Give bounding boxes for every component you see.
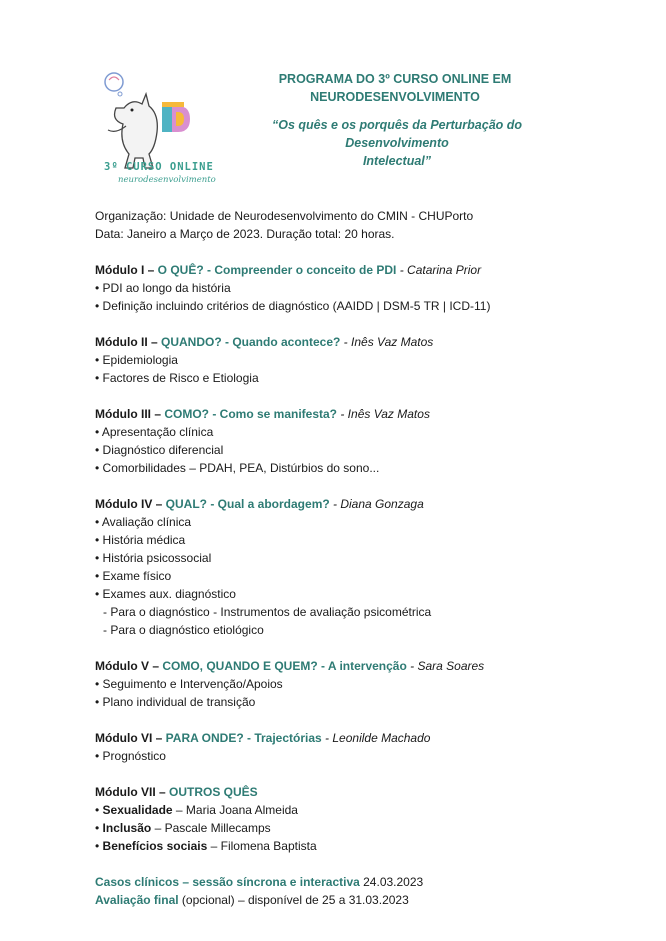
sub-list-item: - Para o diagnóstico - Instrumentos de avaliação psicométrica xyxy=(103,605,432,619)
list-item: • Sexualidade – Maria Joana Almeida xyxy=(95,803,298,817)
module-4-heading: Módulo IV – QUAL? - Qual a abordagem? - Diana Gonzaga xyxy=(95,497,424,511)
list-item: • Apresentação clínica xyxy=(95,425,214,439)
list-item: • Plano individual de transição xyxy=(95,695,256,709)
title-line1: PROGRAMA DO 3º CURSO ONLINE EM xyxy=(278,72,512,86)
clinical-cases-line: Casos clínicos – sessão síncrona e interactiva 24.03.2023 xyxy=(95,875,424,889)
module-2-heading: Módulo II – QUANDO? - Quando acontece? - Inês Vaz Matos xyxy=(95,335,434,349)
list-item: • Factores de Risco e Etiologia xyxy=(95,371,259,385)
list-item: • História psicossocial xyxy=(95,551,212,565)
date-line: Data: Janeiro a Março de 2023. Duração total: 20 horas. xyxy=(95,227,395,241)
module-7-heading: Módulo VII – OUTROS QUÊS xyxy=(95,785,258,799)
kangaroo-logo-icon xyxy=(96,68,226,188)
list-item: • Definição incluindo critérios de diagnóstico (AAIDD | DSM-5 TR | ICD-11) xyxy=(95,299,491,313)
list-item: • Seguimento e Intervenção/Apoios xyxy=(95,677,283,691)
list-item: • História médica xyxy=(95,533,186,547)
program-title xyxy=(230,70,560,106)
list-item: • Diagnóstico diferencial xyxy=(95,443,224,457)
program-content xyxy=(95,207,615,909)
list-item: • Exames aux. diagnóstico xyxy=(95,587,236,601)
final-evaluation-line: Avaliação final (opcional) – disponível de 25 a 31.03.2023 xyxy=(95,893,409,907)
subtitle-line2: Intelectual” xyxy=(362,154,432,168)
logo-line2: neurodesenvolvimento xyxy=(118,175,216,185)
logo-line1: 3º CURSO ONLINE xyxy=(104,161,214,173)
list-item: • Prognóstico xyxy=(95,749,166,763)
course-logo xyxy=(96,68,226,188)
list-item: • Avaliação clínica xyxy=(95,515,192,529)
module-6-heading: Módulo VI – PARA ONDE? - Trajectórias - Leonilde Machado xyxy=(95,731,431,745)
list-item: • Exame físico xyxy=(95,569,172,583)
list-item: • Inclusão – Pascale Millecamps xyxy=(95,821,271,835)
program-subtitle xyxy=(222,116,572,170)
list-item: • PDI ao longo da história xyxy=(95,281,231,295)
module-3-heading: Módulo III – COMO? - Como se manifesta? - Inês Vaz Matos xyxy=(95,407,430,421)
sub-list-item: - Para o diagnóstico etiológico xyxy=(103,623,264,637)
subtitle-line1: “Os quês e os porquês da Perturbação do Desenvolvimento xyxy=(271,118,523,150)
list-item: • Comorbilidades – PDAH, PEA, Distúrbios do sono... xyxy=(95,461,380,475)
organization-line: Organização: Unidade de Neurodesenvolvimento do CMIN - CHUPorto xyxy=(95,209,474,223)
title-line2: NEURODESENVOLVIMENTO xyxy=(310,90,480,104)
module-5-heading: Módulo V – COMO, QUANDO E QUEM? - A intervenção - Sara Soares xyxy=(95,659,485,673)
list-item: • Epidemiologia xyxy=(95,353,178,367)
module-1-heading: Módulo I – O QUÊ? - Compreender o conceito de PDI - Catarina Prior xyxy=(95,263,482,277)
list-item: • Benefícios sociais – Filomena Baptista xyxy=(95,839,317,853)
